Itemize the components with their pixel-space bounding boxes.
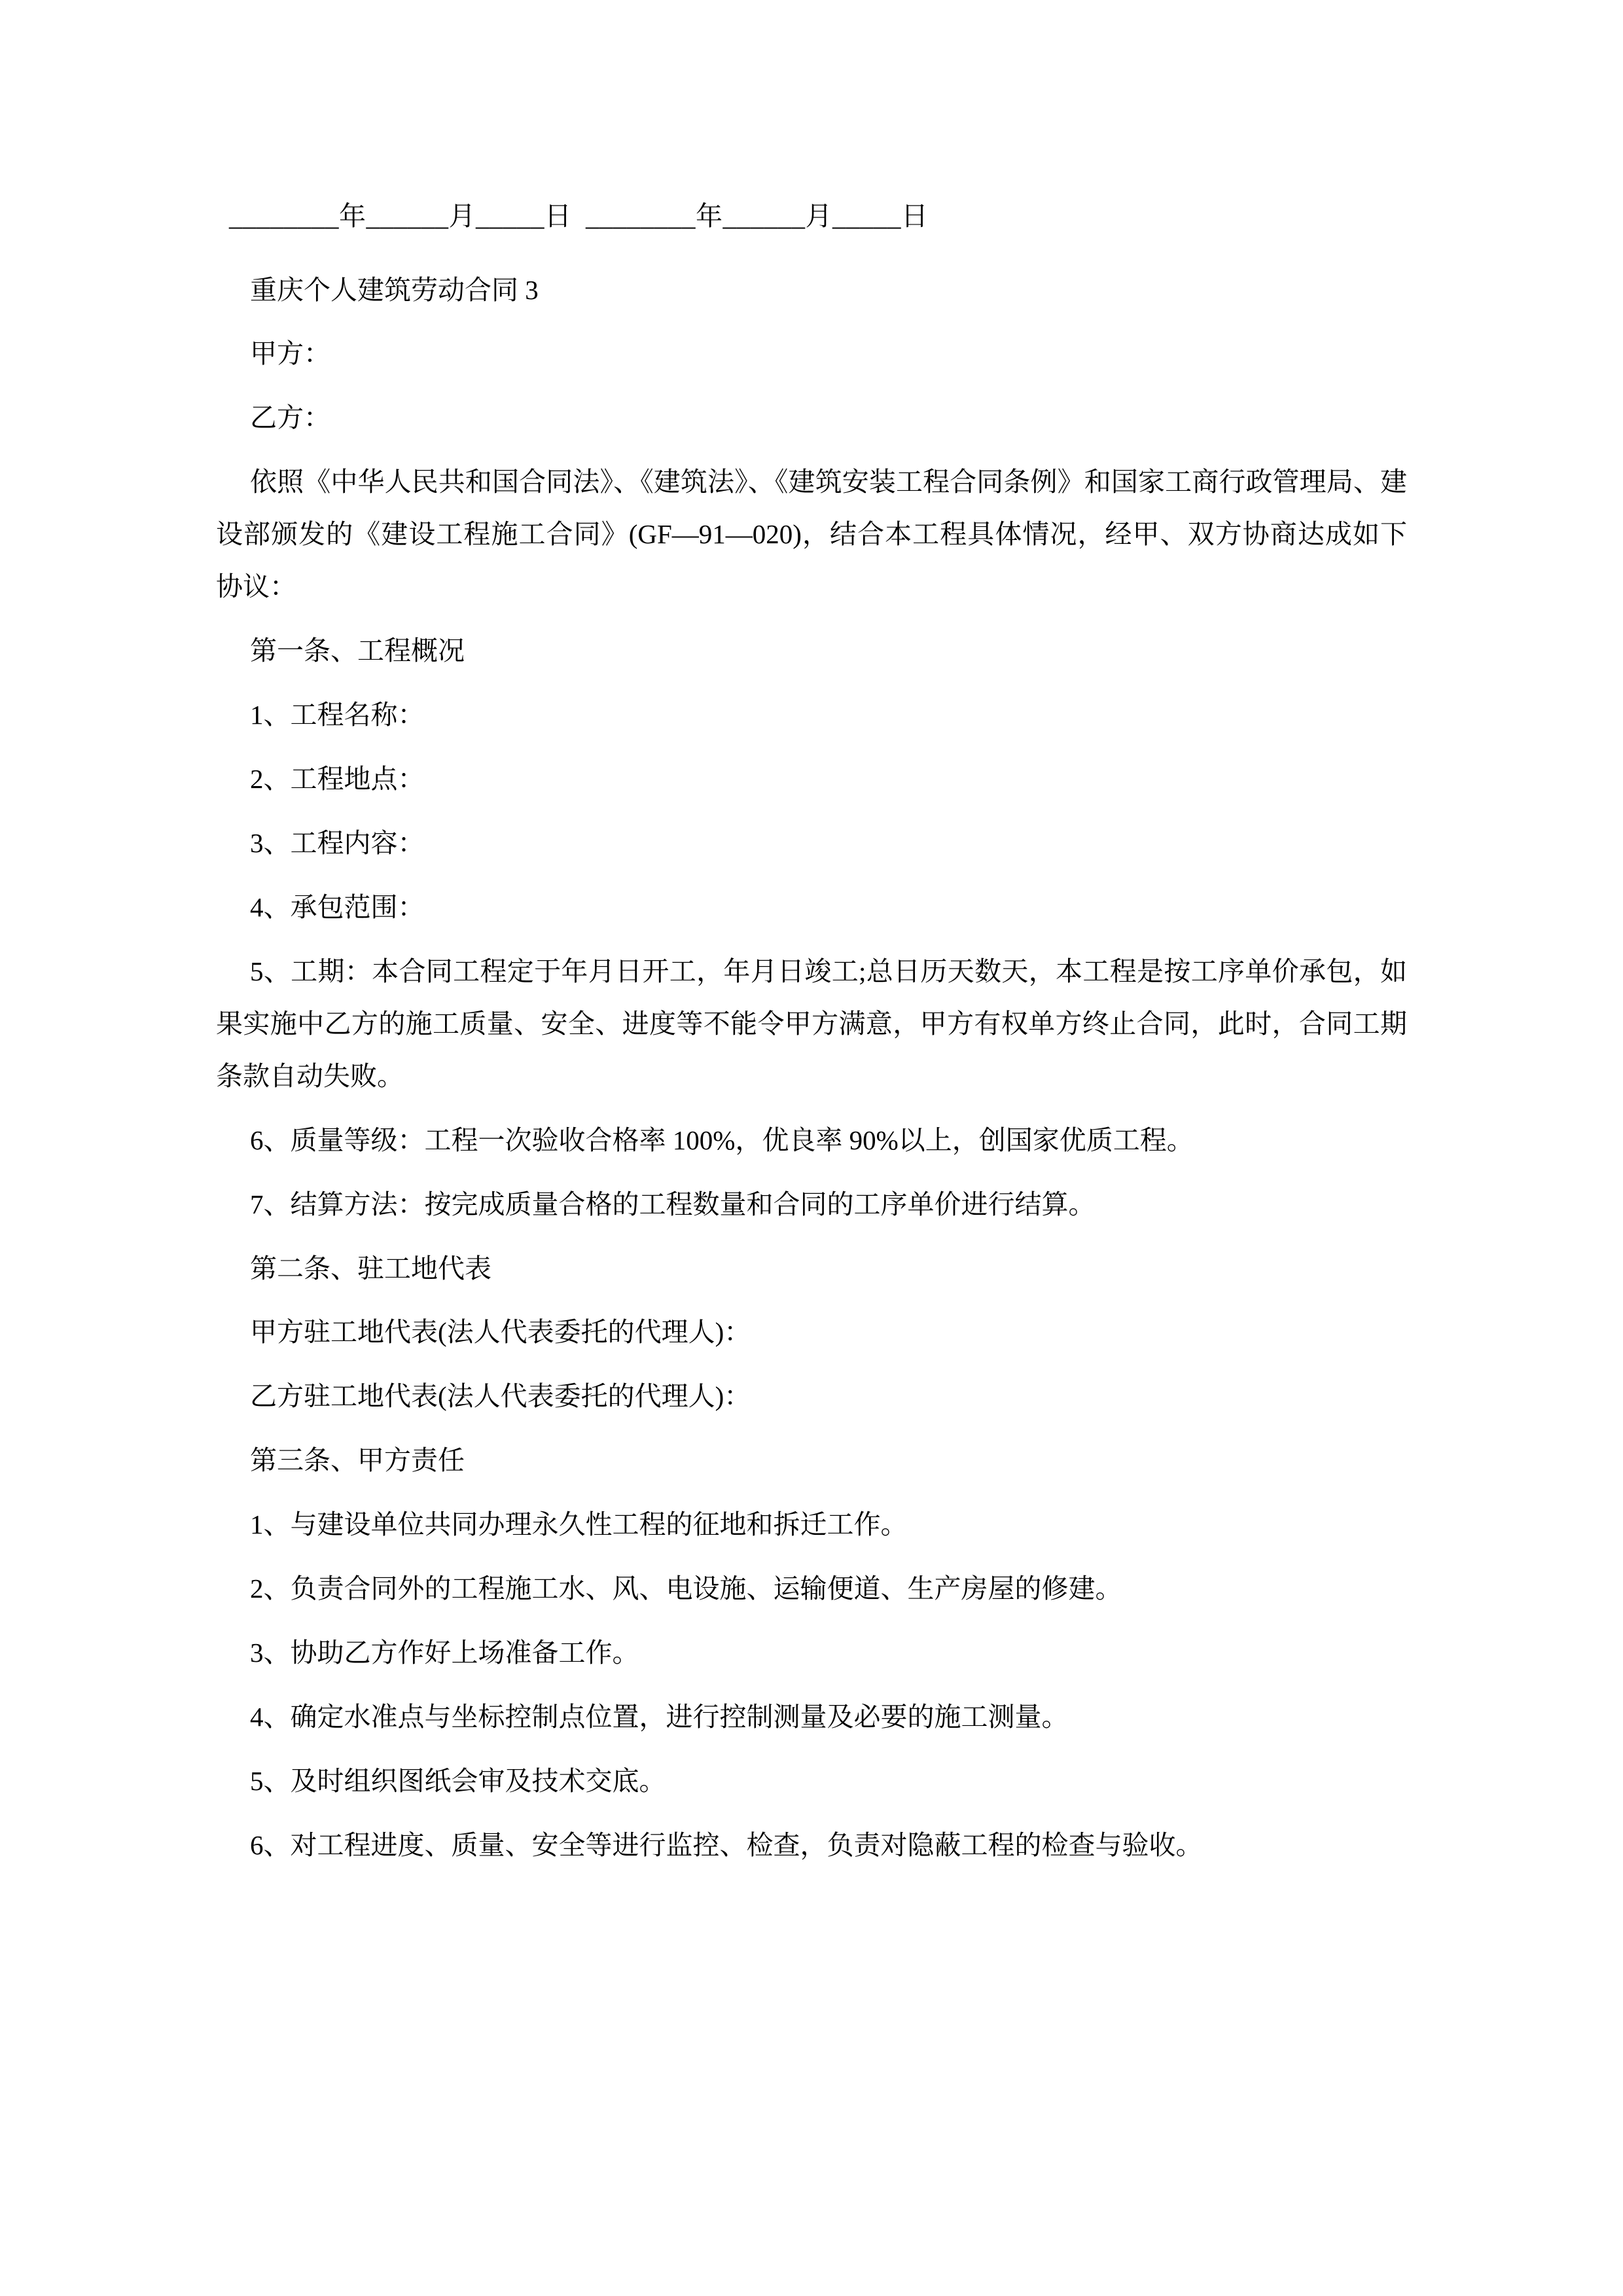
signature-date-line: ________年______月_____日 ________年______月_____日 bbox=[229, 201, 929, 231]
section-two-item: 甲方驻工地代表(法人代表委托的代理人)： bbox=[250, 1317, 751, 1348]
section-three-item: 1、与建设单位共同办理永久性工程的征地和拆迁工作。 bbox=[250, 1509, 908, 1540]
section-one-item: 3、工程内容： bbox=[250, 827, 425, 858]
section-one-heading: 第一条、工程概况 bbox=[250, 636, 465, 666]
section-three-item: 4、确定水准点与坐标控制点位置，进行控制测量及必要的施工测量。 bbox=[250, 1702, 1069, 1732]
section-one-item: 7、结算方法：按完成质量合格的工程数量和合同的工序单价进行结算。 bbox=[250, 1189, 1096, 1219]
section-one-item: 4、承包范围： bbox=[250, 891, 425, 922]
section-three-item: 6、对工程进度、质量、安全等进行监控、检查，负责对隐蔽工程的检查与验收。 bbox=[250, 1829, 1203, 1860]
section-one-item: 1、工程名称： bbox=[250, 700, 425, 730]
party-a-label: 甲方： bbox=[250, 338, 330, 369]
section-two-item: 乙方驻工地代表(法人代表委托的代理人)： bbox=[250, 1381, 751, 1412]
party-b-label: 乙方： bbox=[250, 403, 330, 433]
section-three-item: 3、协助乙方作好上场准备工作。 bbox=[250, 1638, 639, 1668]
section-one-item: 5、工期：本合同工程定于年月日开工，年月日竣工;总日历天数天，本工程是按工序单价承包，如果实施中乙方的施工质量、安全、进度等不能令甲方满意，甲方有权单方终止合同，此时，合同工期条款自动失败。 bbox=[216, 956, 1407, 1091]
preamble-paragraph: 依照《中华人民共和国合同法》、《建筑法》、《建筑安装工程合同条例》和国家工商行政管理局、建设部颁发的《建设工程施工合同》(GF—91—020)，结合本工程具体情况，经甲、双方协商达成如下协议： bbox=[216, 467, 1407, 602]
section-two-heading: 第二条、驻工地代表 bbox=[250, 1253, 491, 1283]
section-three-heading: 第三条、甲方责任 bbox=[250, 1445, 465, 1476]
section-one-item: 6、质量等级：工程一次验收合格率 100%，优良率 90%以上，创国家优质工程。 bbox=[250, 1124, 1194, 1155]
section-three-item: 2、负责合同外的工程施工水、风、电设施、运输便道、生产房屋的修建。 bbox=[250, 1573, 1122, 1604]
section-one-item: 2、工程地点： bbox=[250, 764, 425, 794]
section-three-item: 5、及时组织图纸会审及技术交底。 bbox=[250, 1766, 666, 1796]
document-title: 重庆个人建筑劳动合同 3 bbox=[250, 274, 539, 305]
